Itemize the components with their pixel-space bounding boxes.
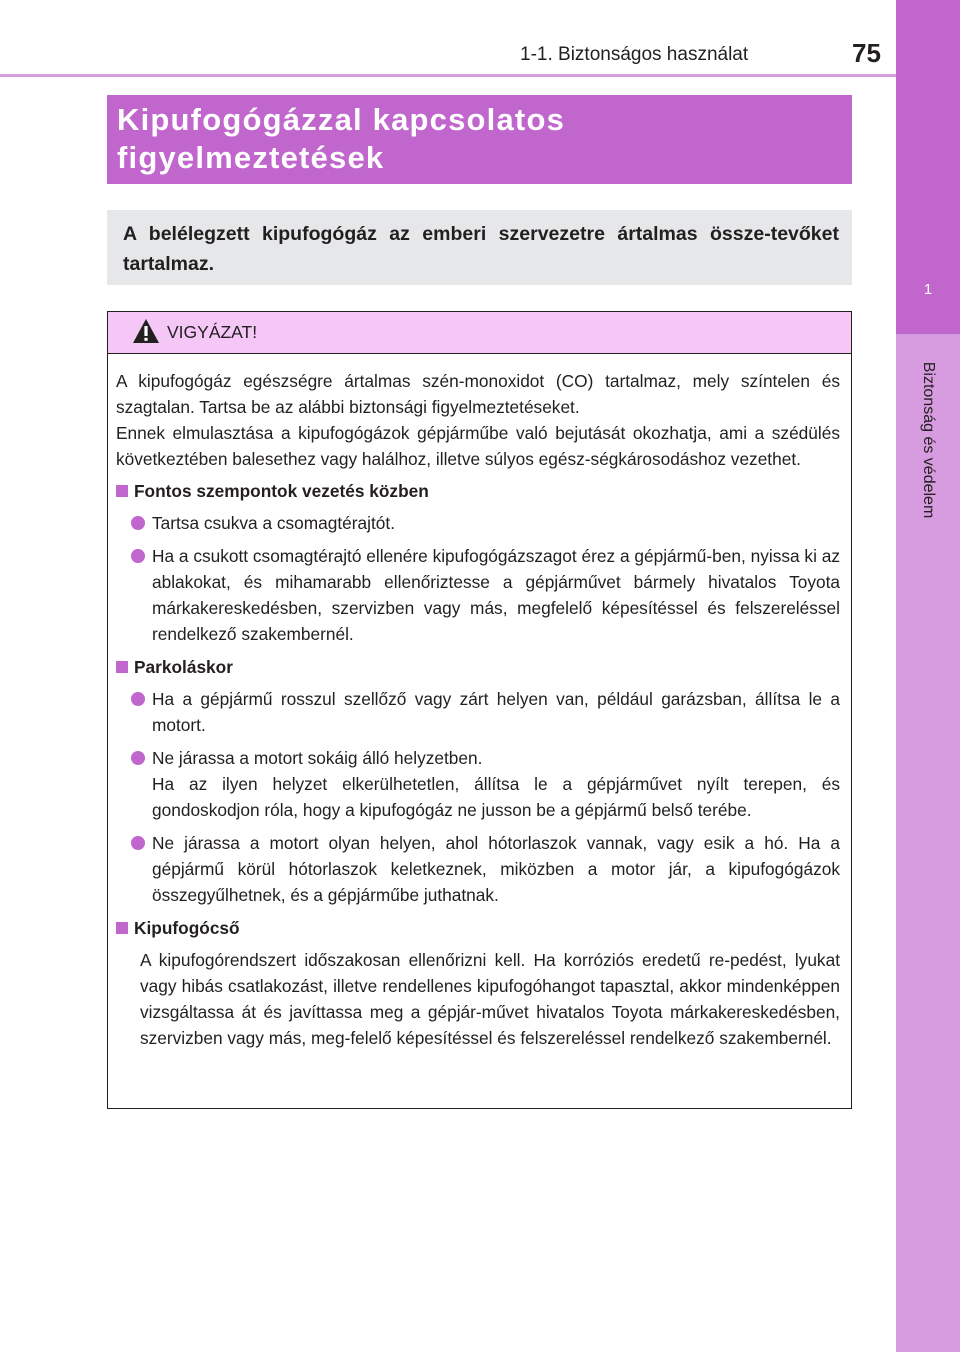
list-item-text: Ne járassa a motort olyan helyen, ahol hótorlaszok vannak, vagy esik a hó. Ha a gépjármű körül hótorlaszok keletkeznek, miközben a motor jár, a kipufogógázok összegyűlhetnek, és a gépjárműbe juthatnak. xyxy=(152,833,840,905)
section-heading-exhaust-pipe xyxy=(116,915,840,941)
section-heading-text: Parkoláskor xyxy=(134,657,233,677)
chapter-title: Biztonság és védelem xyxy=(920,361,937,519)
lead-box xyxy=(107,210,852,285)
section-heading-text: Kipufogócső xyxy=(134,918,240,938)
warning-label: VIGYÁZAT! xyxy=(167,322,258,342)
page-number: 75 xyxy=(852,38,881,68)
page-title-band xyxy=(107,95,852,184)
list-item xyxy=(116,830,840,908)
header-rule xyxy=(0,74,896,77)
circle-bullet-icon xyxy=(131,549,145,563)
square-bullet-icon xyxy=(116,661,128,673)
circle-bullet-icon xyxy=(131,751,145,765)
exhaust-pipe-text: A kipufogórendszert időszakosan ellenőrizni kell. Ha korróziós eredetű re-pedést, lyukat vagy hibás csatlakozást, illetve rendellenes kipufogóhangot tapasztal, akkor mindenképpen vizsgáltassa át és javíttassa meg a gépjár-művet hivatalos Toyota márkakereskedésben, szervizben vagy más, meg-felelő képesítéssel és felszereléssel rendelkező szakembernél. xyxy=(140,950,840,1048)
square-bullet-icon xyxy=(116,485,128,497)
section-title: 1-1. Biztonságos használat xyxy=(520,44,749,65)
warning-header xyxy=(108,312,851,354)
list-item-text: Tartsa csukva a csomagtérajtót. xyxy=(152,513,395,533)
chapter-number-tab xyxy=(896,0,960,334)
lead-text: A belélegzett kipufogógáz az emberi szervezetre ártalmas össze-tevőket tartalmaz. xyxy=(123,223,839,275)
list-item-text: Ne járassa a motort sokáig álló helyzetben. xyxy=(152,748,483,768)
section-heading-text: Fontos szempontok vezetés közben xyxy=(134,481,429,501)
list-item xyxy=(116,543,840,647)
list-item xyxy=(116,745,840,823)
warning-box xyxy=(107,311,852,1109)
warning-triangle-icon xyxy=(132,318,160,344)
page-title xyxy=(117,101,565,177)
square-bullet-icon xyxy=(116,922,128,934)
list-item xyxy=(116,510,840,536)
page-title-line-1: Kipufogógázzal kapcsolatos xyxy=(117,102,566,137)
section-heading-parking xyxy=(116,654,840,680)
list-item-text: Ha a csukott csomagtérajtó ellenére kipufogógázszagot érez a gépjármű-ben, nyissa ki az ablakokat, és mihamarabb ellenőriztesse a gépjárművet bármely hivatalos Toyota márkakereskedésben, szervizben vagy más, megfelelő képesítéssel és felszereléssel rendelkező szakembernél. xyxy=(152,546,840,644)
warning-intro-1: A kipufogógáz egészségre ártalmas szén-monoxidot (CO) tartalmaz, mely színtelen és szagtalan. Tartsa be az alábbi biztonsági figyelmeztetéseket. xyxy=(116,371,840,417)
section-heading-driving xyxy=(116,478,840,504)
circle-bullet-icon xyxy=(131,516,145,530)
list-item-continuation: Ha az ilyen helyzet elkerülhetetlen, állítsa le a gépjárművet nyílt terepen, és gondoskodjon róla, hogy a kipufogógáz ne jusson be a gépjármű belső terébe. xyxy=(152,774,840,820)
page-title-line-2: figyelmeztetések xyxy=(117,140,385,175)
chapter-number: 1 xyxy=(923,281,933,298)
list-item-text: Ha a gépjármű rosszul szellőző vagy zárt helyen van, például garázsban, állítsa le a motort. xyxy=(152,689,840,735)
circle-bullet-icon xyxy=(131,692,145,706)
warning-intro-2: Ennek elmulasztása a kipufogógázok gépjárműbe való bejutását okozhatja, ami a szédülés következtében balesethez vagy halálhoz, illetve súlyos egész-ségkárosodáshoz vezethet. xyxy=(116,423,840,469)
list-item xyxy=(116,686,840,738)
warning-body xyxy=(116,368,840,1051)
circle-bullet-icon xyxy=(131,836,145,850)
